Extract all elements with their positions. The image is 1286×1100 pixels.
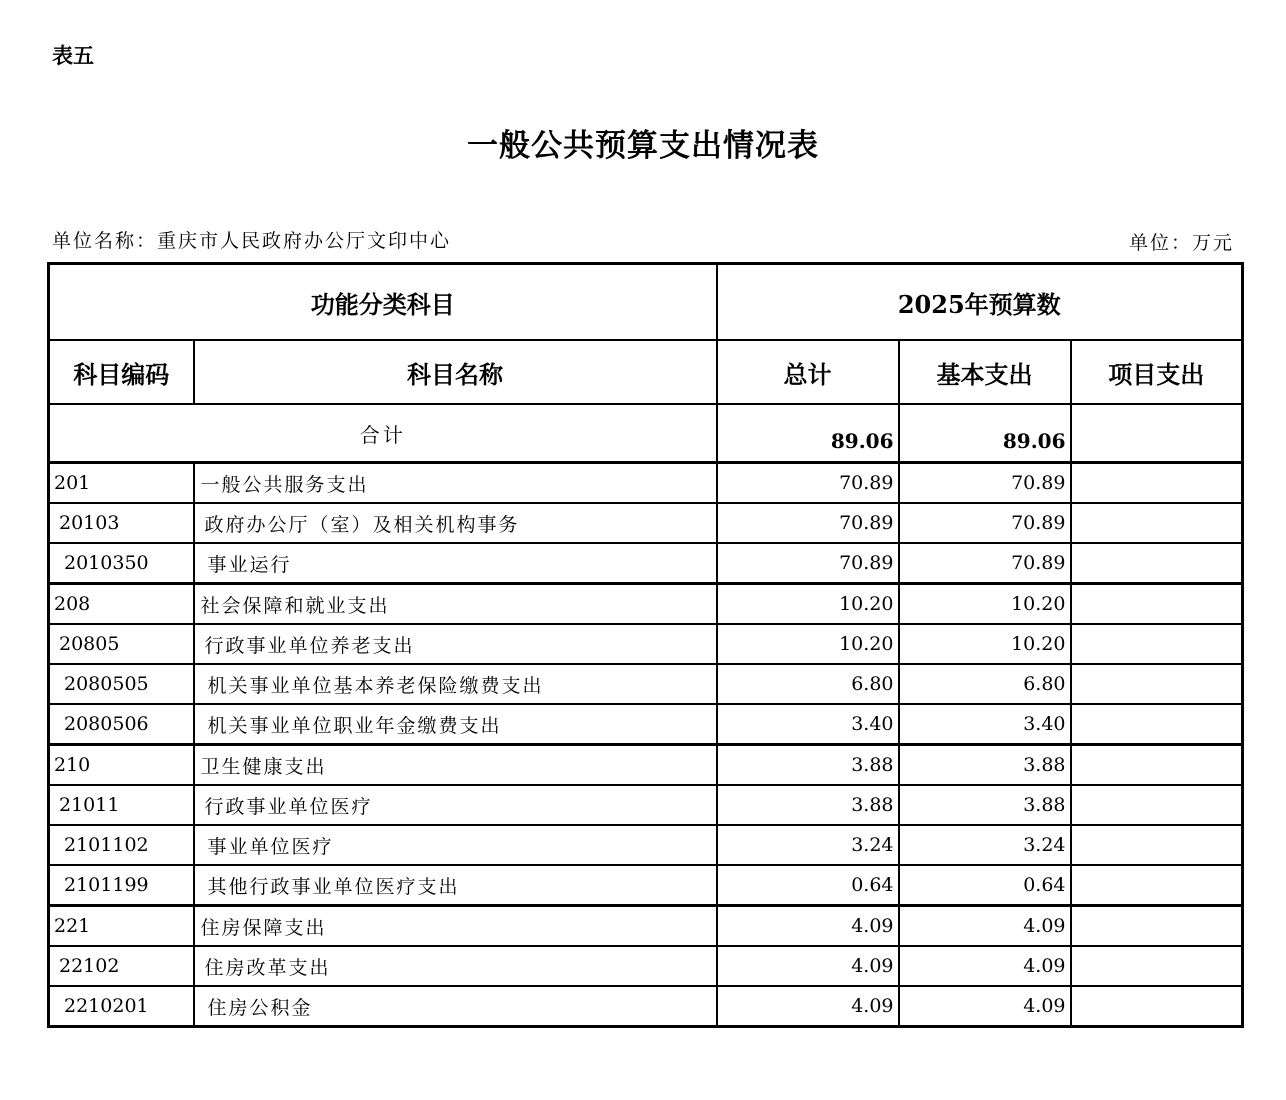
row-total: 3.40 (717, 704, 899, 745)
header-basic: 基本支出 (899, 340, 1071, 404)
row-total: 4.09 (717, 906, 899, 947)
header-project: 项目支出 (1071, 340, 1243, 404)
row-code: 221 (49, 906, 194, 947)
row-project (1071, 624, 1243, 664)
table-row (49, 946, 1243, 986)
table-row (49, 745, 1243, 786)
row-total: 3.24 (717, 825, 899, 865)
row-name: 机关事业单位职业年金缴费支出 (194, 704, 717, 745)
row-basic: 3.88 (899, 785, 1071, 825)
row-code: 2010350 (49, 543, 194, 584)
row-code: 201 (49, 463, 194, 504)
row-code: 21011 (49, 785, 194, 825)
row-name: 社会保障和就业支出 (194, 584, 717, 625)
row-name: 住房改革支出 (194, 946, 717, 986)
row-total: 4.09 (717, 986, 899, 1027)
row-name: 住房保障支出 (194, 906, 717, 947)
row-basic: 4.09 (899, 906, 1071, 947)
row-code: 2101102 (49, 825, 194, 865)
table-row (49, 664, 1243, 704)
row-name: 机关事业单位基本养老保险缴费支出 (194, 664, 717, 704)
budget-table (47, 262, 1244, 1028)
row-total: 0.64 (717, 865, 899, 906)
row-project (1071, 704, 1243, 745)
row-code: 20103 (49, 503, 194, 543)
row-project (1071, 503, 1243, 543)
header-row-columns (49, 340, 1243, 404)
row-name: 卫生健康支出 (194, 745, 717, 786)
row-project (1071, 906, 1243, 947)
row-total: 70.89 (717, 463, 899, 504)
row-code: 210 (49, 745, 194, 786)
row-basic: 0.64 (899, 865, 1071, 906)
table-row (49, 503, 1243, 543)
total-row (49, 404, 1243, 463)
row-name: 行政事业单位医疗 (194, 785, 717, 825)
row-code: 2080506 (49, 704, 194, 745)
table-row (49, 624, 1243, 664)
total-basic: 89.06 (899, 404, 1071, 463)
header-total: 总计 (717, 340, 899, 404)
row-code: 20805 (49, 624, 194, 664)
row-code: 2080505 (49, 664, 194, 704)
table-row (49, 986, 1243, 1027)
header-row-group (49, 264, 1243, 341)
row-basic: 3.88 (899, 745, 1071, 786)
row-name: 行政事业单位养老支出 (194, 624, 717, 664)
total-project (1071, 404, 1243, 463)
row-name: 事业单位医疗 (194, 825, 717, 865)
row-project (1071, 825, 1243, 865)
row-total: 6.80 (717, 664, 899, 704)
row-basic: 4.09 (899, 946, 1071, 986)
row-basic: 3.24 (899, 825, 1071, 865)
row-basic: 10.20 (899, 584, 1071, 625)
row-name: 其他行政事业单位医疗支出 (194, 865, 717, 906)
row-code: 2210201 (49, 986, 194, 1027)
row-code: 2101199 (49, 865, 194, 906)
row-basic: 6.80 (899, 664, 1071, 704)
row-project (1071, 946, 1243, 986)
row-basic: 70.89 (899, 543, 1071, 584)
row-basic: 70.89 (899, 503, 1071, 543)
header-code: 科目编码 (49, 340, 194, 404)
table-row (49, 906, 1243, 947)
row-project (1071, 463, 1243, 504)
table-row (49, 825, 1243, 865)
page-title: 一般公共预算支出情况表 (467, 128, 819, 164)
total-total: 89.06 (717, 404, 899, 463)
table-row (49, 543, 1243, 584)
header-category: 功能分类科目 (49, 264, 717, 341)
row-basic: 70.89 (899, 463, 1071, 504)
row-total: 70.89 (717, 503, 899, 543)
row-total: 10.20 (717, 584, 899, 625)
header-name: 科目名称 (194, 340, 717, 404)
row-name: 政府办公厅（室）及相关机构事务 (194, 503, 717, 543)
header-budget-year: 2025年预算数 (717, 264, 1243, 341)
row-code: 208 (49, 584, 194, 625)
row-total: 3.88 (717, 785, 899, 825)
row-total: 4.09 (717, 946, 899, 986)
unit-name: 单位名称：重庆市人民政府办公厅文印中心 (52, 230, 452, 252)
row-total: 10.20 (717, 624, 899, 664)
table-row (49, 584, 1243, 625)
table-label: 表五 (52, 44, 94, 68)
row-basic: 4.09 (899, 986, 1071, 1027)
row-project (1071, 785, 1243, 825)
row-total: 70.89 (717, 543, 899, 584)
row-project (1071, 543, 1243, 584)
row-total: 3.88 (717, 745, 899, 786)
row-basic: 3.40 (899, 704, 1071, 745)
table-row (49, 463, 1243, 504)
table-row (49, 865, 1243, 906)
table-row (49, 785, 1243, 825)
unit-label: 单位：万元 (1128, 232, 1234, 254)
row-project (1071, 865, 1243, 906)
row-name: 一般公共服务支出 (194, 463, 717, 504)
total-label: 合计 (49, 404, 717, 463)
row-project (1071, 664, 1243, 704)
row-code: 22102 (49, 946, 194, 986)
row-name: 住房公积金 (194, 986, 717, 1027)
row-project (1071, 986, 1243, 1027)
row-project (1071, 584, 1243, 625)
row-name: 事业运行 (194, 543, 717, 584)
table-row (49, 704, 1243, 745)
row-basic: 10.20 (899, 624, 1071, 664)
row-project (1071, 745, 1243, 786)
